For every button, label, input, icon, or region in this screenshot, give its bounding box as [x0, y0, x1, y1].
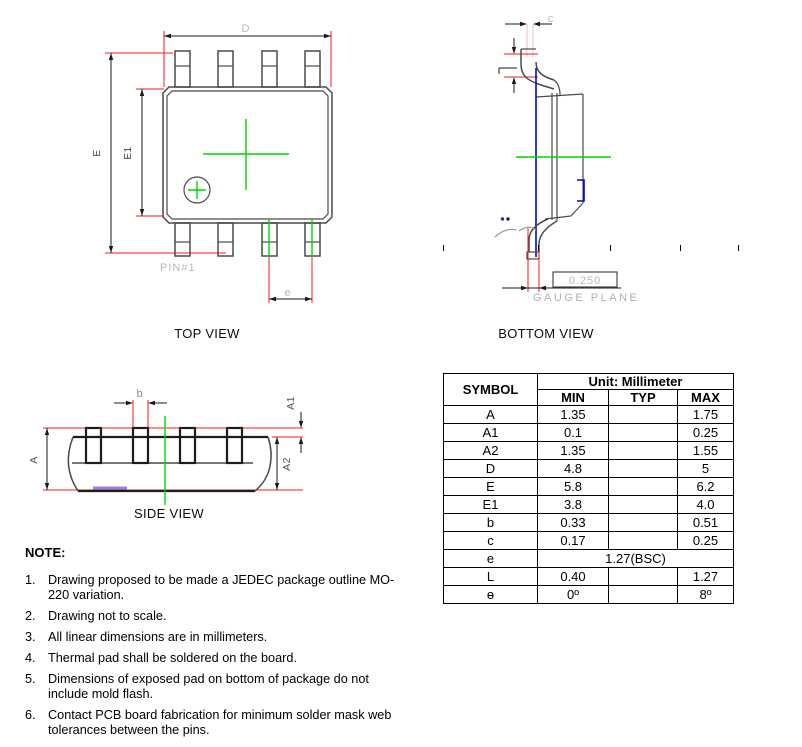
cell-typ: [609, 460, 678, 478]
cell-typ: [609, 406, 678, 424]
side-view-drawing: [28, 388, 303, 521]
note-text: [48, 630, 433, 645]
cell-symbol: A: [444, 406, 538, 424]
dim-label-A2: A2: [281, 457, 293, 471]
cell-symbol: ɵ: [444, 586, 538, 604]
cell-min: 0.1: [538, 424, 609, 442]
note-item-6: [25, 708, 433, 738]
note-number: 4.: [25, 651, 36, 665]
cell-max: 4.0: [678, 496, 734, 514]
note-text: [48, 609, 433, 624]
note-text: [48, 708, 433, 738]
cell-symbol: A1: [444, 424, 538, 442]
table-row-theta: [444, 586, 734, 604]
dim-label-A: A: [28, 456, 40, 464]
note-number: 2.: [25, 609, 36, 623]
cell-min: 3.8: [538, 496, 609, 514]
note-line: Drawing proposed to be made a JEDEC package outline MO-: [48, 573, 395, 587]
table-border-stub: [738, 245, 739, 251]
side-view-title: SIDE VIEW: [134, 506, 204, 521]
cell-span-value: 1.27(BSC): [538, 550, 734, 568]
table-header-min: MIN: [538, 390, 609, 406]
cell-max: 1.55: [678, 442, 734, 460]
note-number: 1.: [25, 573, 36, 587]
note-number: 5.: [25, 672, 36, 686]
cell-min: 1.35: [538, 406, 609, 424]
note-item-1: [25, 573, 433, 603]
cell-symbol: A2: [444, 442, 538, 460]
table-border-stub: [680, 245, 681, 251]
cell-symbol: L: [444, 568, 538, 586]
table-row-A2: [444, 442, 734, 460]
note-line: tolerances between the pins.: [48, 723, 210, 737]
table-row-D: [444, 460, 734, 478]
table-header-unit: Unit: Millimeter: [538, 374, 734, 390]
cell-typ: [609, 568, 678, 586]
cell-typ: [609, 478, 678, 496]
cell-max: 0.25: [678, 532, 734, 550]
cell-max: 5: [678, 460, 734, 478]
cell-min: 5.8: [538, 478, 609, 496]
table-row-A1: [444, 424, 734, 442]
notes-heading: NOTE:: [25, 545, 66, 560]
note-item-4: [25, 651, 433, 666]
cell-min: 1.35: [538, 442, 609, 460]
dim-label-A1: A1: [285, 396, 297, 410]
dim-label-e: e: [284, 287, 292, 299]
cell-min: 0.33: [538, 514, 609, 532]
cell-symbol: e: [444, 550, 538, 568]
table-row-c: [444, 532, 734, 550]
note-line: All linear dimensions are in millimeters.: [48, 630, 268, 644]
notes-section: [25, 545, 433, 744]
cell-symbol: D: [444, 460, 538, 478]
table-header-max: MAX: [678, 390, 734, 406]
cell-typ: [609, 532, 678, 550]
gauge-value-label: 0.250: [568, 275, 602, 287]
cell-symbol: c: [444, 532, 538, 550]
table-row-b: [444, 514, 734, 532]
cell-min: 0.40: [538, 568, 609, 586]
dim-label-E: E: [92, 149, 103, 157]
note-text: [48, 573, 433, 603]
table-row-e: [444, 550, 734, 568]
table-header-symbol: SYMBOL: [444, 374, 538, 406]
bottom-view-drawing: [495, 13, 639, 341]
cell-max: 1.27: [678, 568, 734, 586]
table-header-row-unit: [444, 374, 734, 390]
cell-min: 4.8: [538, 460, 609, 478]
note-number: 6.: [25, 708, 36, 722]
cell-max: 8º: [678, 586, 734, 604]
table-row-A: [444, 406, 734, 424]
dimension-table: [443, 373, 734, 604]
bottom-view-title: BOTTOM VIEW: [498, 326, 594, 341]
cell-max: 0.25: [678, 424, 734, 442]
top-view-title: TOP VIEW: [174, 326, 240, 341]
note-line: Drawing not to scale.: [48, 609, 167, 623]
table-row-L: [444, 568, 734, 586]
note-text: [48, 651, 433, 666]
dim-label-b: b: [136, 388, 144, 400]
note-line: Thermal pad shall be soldered on the board.: [48, 651, 297, 665]
table-row-E1: [444, 496, 734, 514]
dim-label-D: D: [241, 23, 251, 35]
note-line: include mold flash.: [48, 687, 154, 701]
note-item-3: [25, 630, 433, 645]
note-line: Dimensions of exposed pad on bottom of package do not: [48, 672, 369, 686]
top-view-drawing: [92, 23, 332, 341]
cell-max: 0.51: [678, 514, 734, 532]
cell-symbol: E1: [444, 496, 538, 514]
cell-symbol: E: [444, 478, 538, 496]
note-line: Contact PCB board fabrication for minimum solder mask web: [48, 708, 392, 722]
pin1-label: PIN#1: [160, 262, 196, 274]
note-number: 3.: [25, 630, 36, 644]
table-border-stub: [443, 245, 444, 251]
cell-typ: [609, 586, 678, 604]
cell-typ: [609, 496, 678, 514]
cell-typ: [609, 442, 678, 460]
table-header-typ: TYP: [609, 390, 678, 406]
cell-typ: [609, 424, 678, 442]
note-item-2: [25, 609, 433, 624]
table-row-E: [444, 478, 734, 496]
cell-min: 0º: [538, 586, 609, 604]
note-item-5: [25, 672, 433, 702]
cell-max: 1.75: [678, 406, 734, 424]
note-text: [48, 672, 433, 702]
gauge-plane-label: GAUGE PLANE: [533, 292, 640, 304]
dim-label-E1: E1: [123, 146, 134, 160]
cell-typ: [609, 514, 678, 532]
dim-label-c: c: [547, 13, 555, 25]
table-border-stub: [538, 245, 539, 251]
cell-symbol: b: [444, 514, 538, 532]
note-line: 220 variation.: [48, 588, 125, 602]
cell-max: 6.2: [678, 478, 734, 496]
table-border-stub: [610, 245, 611, 251]
cell-min: 0.17: [538, 532, 609, 550]
